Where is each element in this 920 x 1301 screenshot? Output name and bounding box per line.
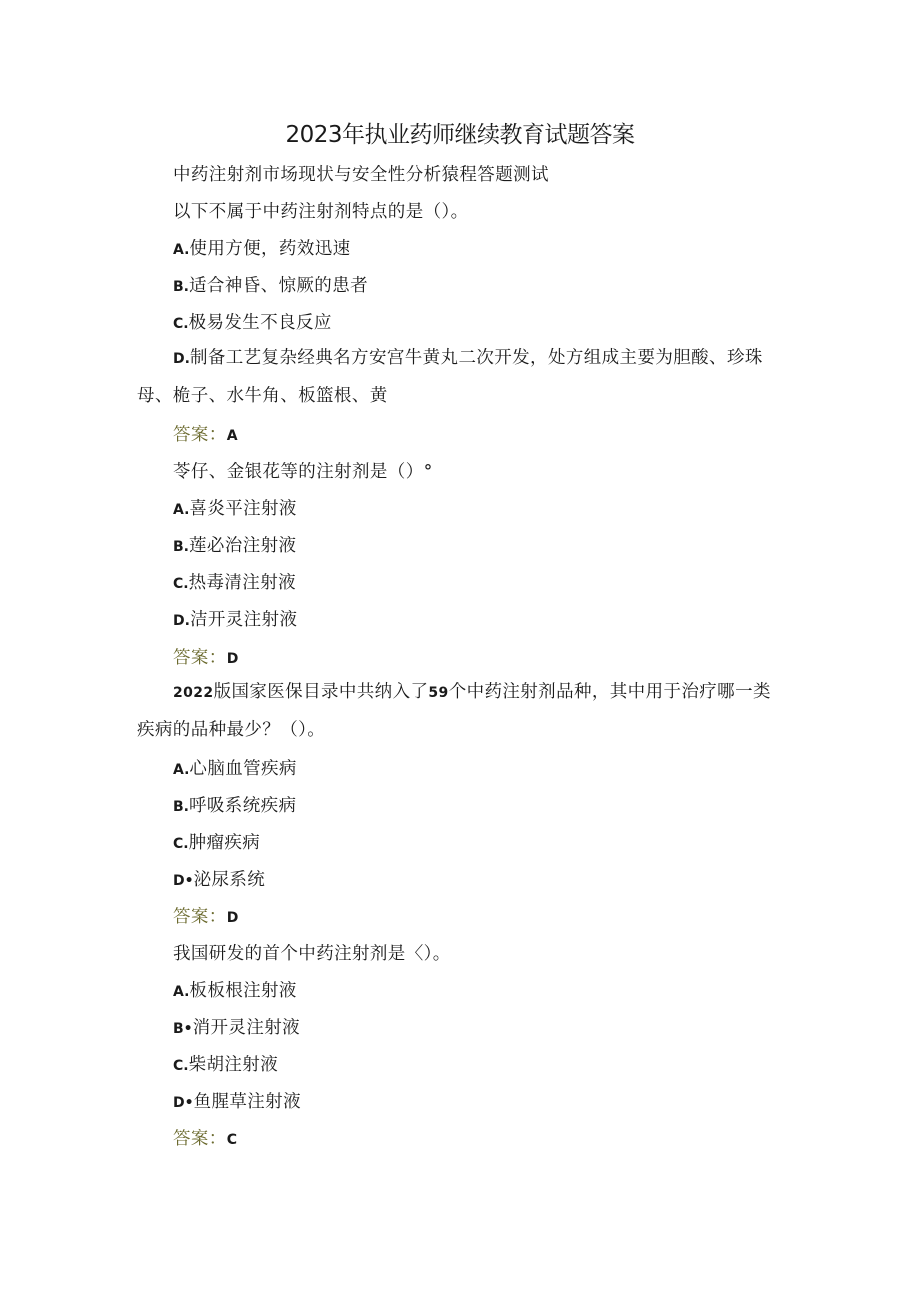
option-text: 莲必治注射液 bbox=[189, 536, 297, 556]
question-3-option-c bbox=[173, 830, 260, 857]
answer-label: 答案： bbox=[173, 648, 227, 668]
answer-label: 答案： bbox=[173, 907, 227, 927]
question-2-stem: 苓仔、金银花等的注射剂是（）° bbox=[173, 462, 433, 482]
question-1-option-c bbox=[173, 310, 332, 337]
stem-number: 59 bbox=[428, 685, 449, 701]
option-letter: C. bbox=[173, 316, 189, 332]
option-text: 柴胡注射液 bbox=[188, 1055, 279, 1075]
question-3-option-d bbox=[173, 867, 265, 894]
question-4-option-b bbox=[173, 1015, 300, 1042]
question-2-option-a bbox=[173, 496, 297, 523]
option-letter: A. bbox=[173, 242, 190, 258]
stem-text: 版国家医保目录中共纳入了 bbox=[213, 682, 429, 702]
answer-value: D bbox=[226, 651, 239, 667]
answer-label: 答案： bbox=[173, 425, 227, 445]
option-letter: B. bbox=[173, 799, 189, 815]
document-subtitle: 中药注射剂市场现状与安全性分析猿程答题测试 bbox=[173, 165, 549, 185]
question-4-stem: 我国研发的首个中药注射剂是〈）。 bbox=[173, 944, 451, 964]
question-1-answer bbox=[173, 422, 238, 449]
option-letter: C. bbox=[173, 576, 189, 592]
document-title: 2023年执业药师继续教育试题答案 bbox=[285, 122, 635, 148]
option-text: 消开灵注射液 bbox=[192, 1018, 301, 1038]
option-letter: D• bbox=[173, 1095, 194, 1111]
option-text: 喜炎平注射液 bbox=[189, 499, 297, 519]
stem-number: 2022 bbox=[173, 685, 214, 701]
option-text: 适合神昏、惊厥的患者 bbox=[189, 276, 368, 296]
answer-label: 答案： bbox=[173, 1129, 227, 1149]
option-letter: B• bbox=[173, 1021, 193, 1037]
option-letter: A. bbox=[173, 502, 190, 518]
option-text: 制备工艺复杂经典名方安宫牛黄丸二次开发，处方组成主要为胆酸、珍珠母、桅子、水牛角、板篮根、黄 bbox=[137, 348, 763, 406]
answer-value: D bbox=[226, 910, 239, 926]
option-text: 极易发生不良反应 bbox=[188, 313, 332, 333]
question-3-stem bbox=[137, 674, 777, 749]
option-letter: B. bbox=[173, 539, 189, 555]
question-1-option-d bbox=[137, 340, 777, 415]
question-2-answer bbox=[173, 645, 239, 672]
option-text: 泌尿系统 bbox=[193, 870, 266, 890]
option-text: 洁开灵注射液 bbox=[189, 610, 298, 630]
option-text: 使用方便，药效迅速 bbox=[189, 239, 351, 259]
answer-value: A bbox=[226, 428, 238, 444]
answer-value: C bbox=[226, 1132, 238, 1148]
option-letter: D. bbox=[173, 351, 190, 367]
question-4-answer bbox=[173, 1126, 237, 1153]
question-2-option-c bbox=[173, 570, 296, 597]
question-1-stem: 以下不属于中药注射剂特点的是（）。 bbox=[173, 202, 469, 222]
question-1-option-a bbox=[173, 236, 351, 263]
option-text: 呼吸系统疾病 bbox=[189, 796, 297, 816]
question-1-option-b bbox=[173, 273, 368, 300]
question-4-option-a bbox=[173, 978, 297, 1005]
stem-text: 个中药注射剂品种，其中用于治疗哪一类疾病的品种最少？（）。 bbox=[137, 682, 771, 740]
question-2-option-b bbox=[173, 533, 296, 560]
option-letter: D• bbox=[173, 873, 194, 889]
option-letter: D. bbox=[173, 613, 190, 629]
option-letter: C. bbox=[173, 836, 189, 852]
option-text: 热毒清注射液 bbox=[188, 573, 296, 593]
question-4-option-c bbox=[173, 1052, 278, 1079]
question-2-option-d bbox=[173, 607, 297, 634]
option-letter: A. bbox=[173, 984, 190, 1000]
option-text: 肿瘤疾病 bbox=[188, 833, 261, 853]
option-letter: A. bbox=[173, 762, 190, 778]
option-text: 心脑血管疾病 bbox=[189, 759, 297, 779]
option-text: 板板根注射液 bbox=[189, 981, 297, 1001]
option-text: 鱼腥草注射液 bbox=[193, 1092, 301, 1112]
option-letter: C. bbox=[173, 1058, 189, 1074]
question-3-option-a bbox=[173, 756, 297, 783]
option-letter: B. bbox=[173, 279, 189, 295]
question-3-answer bbox=[173, 904, 239, 931]
question-3-option-b bbox=[173, 793, 296, 820]
question-4-option-d bbox=[173, 1089, 301, 1116]
